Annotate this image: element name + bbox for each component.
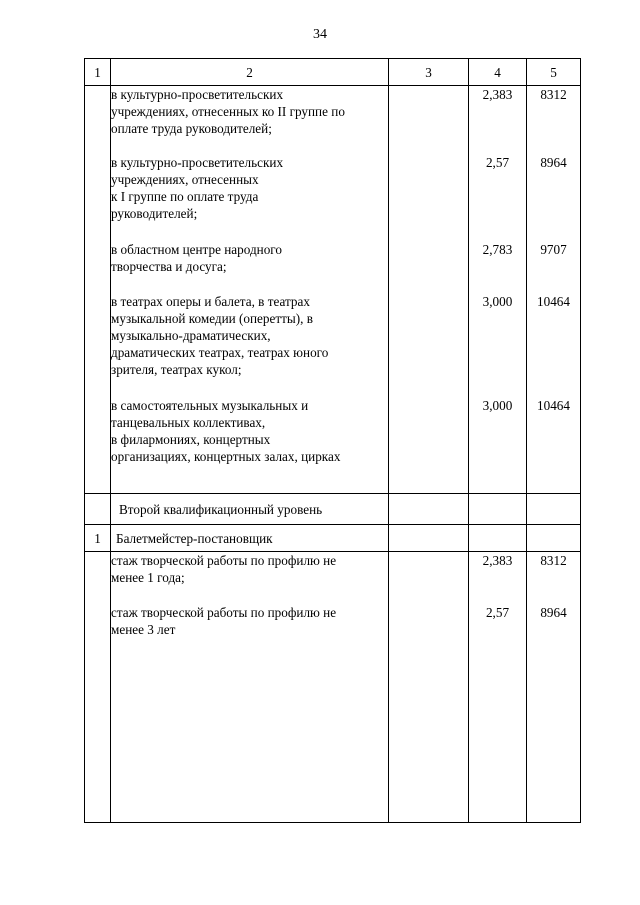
col-4-cell <box>469 494 527 525</box>
col-3-cell <box>389 494 469 525</box>
salary-table <box>84 58 581 823</box>
list-item: в самостоятельных музыкальных и танцевальных коллективах, в филармониях, концертных организациях, концертных залах, цирках <box>111 398 341 464</box>
row-number-cell <box>85 86 111 494</box>
table-row <box>85 552 581 823</box>
position-row <box>85 525 581 552</box>
table-row <box>85 86 581 494</box>
coefficient-cell: 2,383 2,57 2,783 3,000 3,000 <box>469 86 527 494</box>
header-col-4: 4 <box>469 59 527 86</box>
list-item: стаж творческой работы по профилю не менее 3 лет <box>111 605 337 637</box>
row-number-cell <box>85 494 111 525</box>
col-3-cell <box>389 552 469 823</box>
col-4-cell <box>469 525 527 552</box>
salary-cell: 8312 8964 9707 10464 10464 <box>527 86 581 494</box>
position-number: 1 <box>85 525 111 552</box>
col-5-cell <box>527 525 581 552</box>
header-col-3: 3 <box>389 59 469 86</box>
col-3-cell <box>389 86 469 494</box>
page-number: 34 <box>313 27 327 42</box>
table-header-row <box>85 59 581 86</box>
col-3-cell <box>389 525 469 552</box>
col-5-cell <box>527 494 581 525</box>
coefficient-cell: 2,383 2,57 <box>469 552 527 823</box>
salary-cell: 8312 8964 <box>527 552 581 823</box>
list-item: в культурно-просветительских учреждениях, отнесенных к I группе по оплате труда руководителей; <box>111 155 284 221</box>
description-cell <box>111 552 389 823</box>
header-col-2: 2 <box>111 59 389 86</box>
header-col-5: 5 <box>527 59 581 86</box>
list-item: в театрах оперы и балета, в театрах музыкальной комедии (оперетты), в музыкально-драматических, драматических театрах, театрах юного зрителя, театрах кукол; <box>111 294 329 377</box>
section-title: Второй квалификационный уровень <box>111 494 389 525</box>
list-item: в областном центре народного творчества и досуга; <box>111 242 282 274</box>
position-title: Балетмейстер-постановщик <box>111 525 389 552</box>
row-number-cell <box>85 552 111 823</box>
description-cell <box>111 86 389 494</box>
list-item: стаж творческой работы по профилю не менее 1 года; <box>111 553 337 585</box>
list-item: в культурно-просветительских учреждениях, отнесенных ко II группе по оплате труда руководителей; <box>111 87 345 136</box>
section-heading-row <box>85 494 581 525</box>
header-col-1: 1 <box>85 59 111 86</box>
